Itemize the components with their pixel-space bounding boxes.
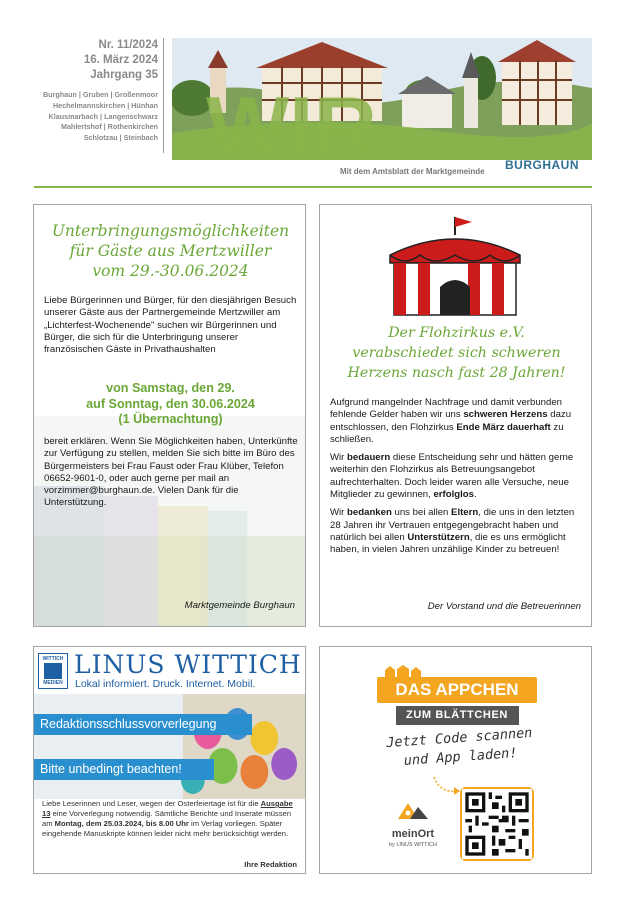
easter-eggs-image <box>34 694 305 799</box>
meinort-icon <box>396 799 430 821</box>
ad-linus-wittich <box>33 646 306 874</box>
masthead-title: WIR <box>206 78 378 160</box>
ad-app <box>319 646 592 874</box>
flohzirkus-signature: Der Vorstand und die Betreuerinnen <box>427 601 581 612</box>
tagline: Mit dem Amtsblatt der Marktgemeinde <box>340 167 485 176</box>
lodging-intro: Liebe Bürgerinnen und Bürger, für den diesjährigen Besuch unserer Gäste aus der Partnergemeinde Mertzwiller am „Lichterfest-Wochenende" suchen wir Bürgerinnen und Bürger, die sich für die Unterbringung unserer französischen Gäste in Privathaushalten <box>44 295 297 356</box>
paragraph: Aufgrund mangelnder Nachfrage und damit verbunden fehlende Gelder haben wir uns schweren Herzens dazu entschlossen, den Flohzirkus Ende März dauerhaft zu schließen. <box>330 397 572 445</box>
deadline-banner: Redaktionsschlussvorverlegung <box>34 714 252 735</box>
header-rule <box>34 186 592 188</box>
notice-banner: Bitte unbedingt beachten! <box>34 759 214 780</box>
circus-tent-icon <box>380 215 530 320</box>
place-line: Hechelmannskirchen | Hünhan <box>52 100 158 110</box>
place-line: Schlotzau | Steinbach <box>83 133 158 143</box>
paragraph: Wir bedanken uns bei allen Eltern, die uns in den letzten 28 Jahren ihr Vertrauen entgegengebracht haben und natürlich bei allen Unterstützern, die es uns ermöglicht haben, in vielen Jahren unzählige Kinder zu betreuen! <box>330 507 575 556</box>
qr-code-frame[interactable] <box>460 787 534 861</box>
deadline-text: Liebe Leserinnen und Leser, wegen der Osterfeiertage ist für die Ausgabe 13 eine Vorverlegung notwendig. Sämtliche Berichte und Inserate müssen am Montag, dem 25.03.2024, bis 8.00 Uhr im Verlag vorliegen. Später eingehende Manuskripte können leider nicht mehr berücksichtigt werden. <box>42 799 293 838</box>
app-subtitle: ZUM BLÄTTCHEN <box>396 706 519 725</box>
houses-icon <box>385 665 425 677</box>
publisher-slogan: Lokal informiert. Druck. Internet. Mobil. <box>75 678 256 690</box>
app-call-to-action: Jetzt Code scannen und App laden! <box>385 724 533 769</box>
burghaun-logo: BURGHAUN <box>505 158 579 172</box>
issue-volume: Jahrgang 35 <box>90 69 158 81</box>
issue-info <box>20 38 158 83</box>
places-list <box>14 90 158 144</box>
lodging-title: Unterbringungsmöglichkeiten für Gäste aus Mertzwiller vom 29.-30.06.2024 <box>51 222 290 280</box>
app-title: DAS APPCHEN <box>377 677 537 703</box>
paragraph: Wir bedauern diese Entscheidung sehr und hätten gerne weiterhin den Flohzirkus als Betreuungsangebot aufrechterhalten. Doch leider waren alle Versuche, neue Mitglieder zu gewinnen, erfolglos. <box>330 452 574 501</box>
meinort-logo: meinOrt by LINUS WITTICH <box>378 799 448 848</box>
flohzirkus-title: Der Flohzirkus e.V. verabschiedet sich schweren Herzens nasch fast 28 Jahren! <box>347 325 566 381</box>
place-line: Burghaun | Gruben | Großenmoor <box>42 90 158 99</box>
lodging-dates: von Samstag, den 29. auf Sonntag, den 30.06.2024 (1 Übernachtung) <box>86 381 255 426</box>
article-flohzirkus <box>319 204 592 627</box>
place-line: Mahlertshof | Rothenkirchen <box>60 122 158 132</box>
flohzirkus-body <box>330 397 587 563</box>
masthead-image <box>172 38 592 160</box>
redaktion-signature: Ihre Redaktion <box>244 860 297 869</box>
wittich-medien-logo: WITTICH MEDIEN <box>38 653 68 689</box>
lodging-body: bereit erklären. Wenn Sie Möglichkeiten haben, Unterkünfte zur Verfügung zu stellen, melden Sie sich bitte im Büro des Bürgermeisters bei Frau Faust oder Frau Klüber, Telefon 06652-9601-0, oder auch gerne per mail an vorzimmer@burghaun.de. Vielen Dank für die Unterstützung. <box>44 436 298 509</box>
issue-date: 16. März 2024 <box>83 54 158 66</box>
issue-number: Nr. 11/2024 <box>98 39 158 51</box>
qr-code-icon <box>462 789 532 859</box>
publisher-name: LINUS WITTICH <box>74 650 302 679</box>
place-line: Klausmarbach | Langenschwarz <box>48 111 158 121</box>
arrow-icon <box>432 775 462 797</box>
lodging-signature: Marktgemeinde Burghaun <box>184 600 295 611</box>
header-divider <box>163 38 164 153</box>
app-logo <box>377 665 537 725</box>
article-lodging <box>33 204 306 627</box>
logo-mark-icon <box>44 663 62 679</box>
